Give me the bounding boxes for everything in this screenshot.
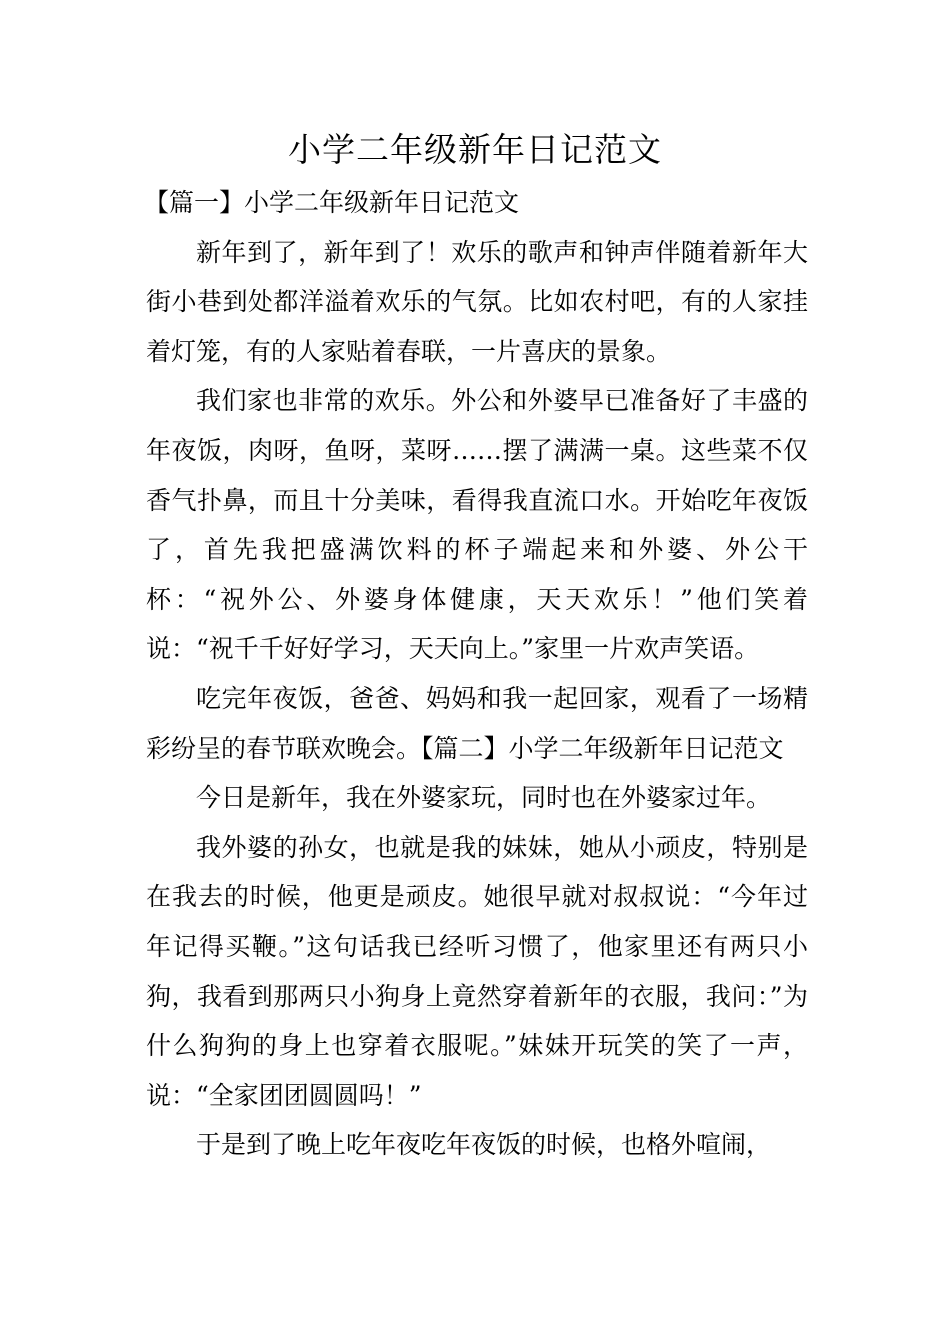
paragraph: 我们家也非常的欢乐。外公和外婆早已准备好了丰盛的年夜饭，肉呀，鱼呀，菜呀……摆了满满一桌。这些菜不仅香气扑鼻，而且十分美味，看得我直流口水。开始吃年夜饭了，首先我把盛满饮料的杯子端起来和外婆、外公干杯：“祝外公、外婆身体健康，天天欢乐！”他们笑着说：“祝千千好好学习，天天向上。”家里一片欢声笑语。 (146, 386, 808, 664)
paragraph: 今日是新年，我在外婆家玩，同时也在外婆家过年。 (196, 783, 772, 813)
paragraph: 我外婆的孙女，也就是我的妹妹，她从小顽皮，特别是在我去的时候，他更是顽皮。她很早就对叔叔说：“今年过年记得买鞭。”这句话我已经听习惯了，他家里还有两只小狗，我看到那两只小狗身上竟然穿着新年的衣服，我问：”为什么狗狗的身上也穿着衣服呢。”妹妹开玩笑的笑了一声，说：“全家团团圆圆吗！” (146, 832, 808, 1110)
paragraph: 新年到了，新年到了！欢乐的歌声和钟声伴随着新年大街小巷到处都洋溢着欢乐的气氛。比如农村吧，有的人家挂着灯笼，有的人家贴着春联，一片喜庆的景象。 (146, 237, 808, 366)
paragraph: 于是到了晚上吃年夜吃年夜饭的时候，也格外喧闹， (196, 1130, 772, 1160)
paragraph: 吃完年夜饭，爸爸、妈妈和我一起回家，观看了一场精彩纷呈的春节联欢晚会。【篇二】小学二年级新年日记范文 (146, 683, 808, 763)
document-title: 小学二年级新年日记范文 (288, 130, 662, 169)
section-heading: 【篇一】小学二年级新年日记范文 (144, 188, 520, 217)
document-body (146, 178, 808, 1170)
